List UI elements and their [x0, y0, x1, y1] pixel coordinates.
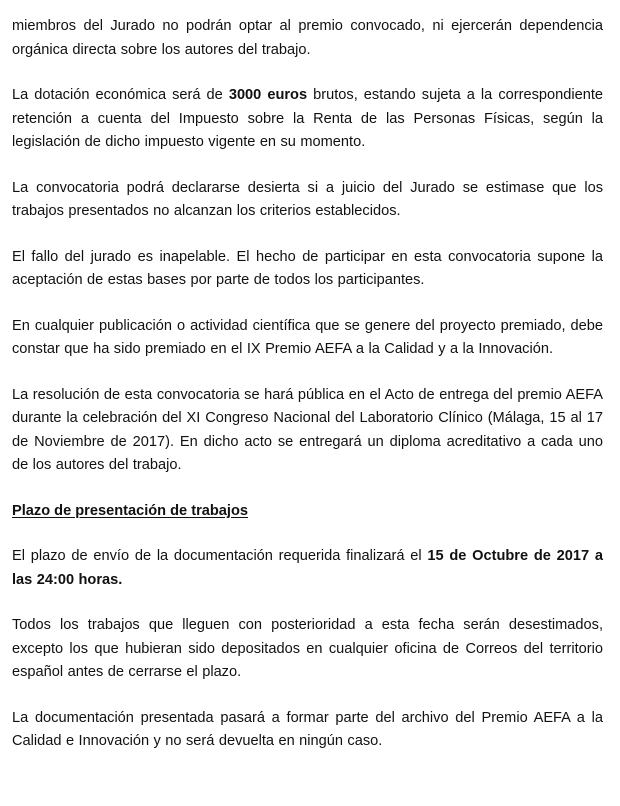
paragraph-deserted-call: La convocatoria podrá declararse desierta si a juicio del Jurado se estimase que los trabajos presentados no alcanzan los criterios establecidos. [12, 179, 603, 219]
prize-amount-text-after: brutos, estando sujeta a la correspondiente retención a cuenta del Impuesto sobre la Renta de las Personas Físicas, según la legislación de dicho impuesto vigente en su momento. [12, 87, 603, 150]
paragraph-late-submissions: Todos los trabajos que lleguen con posterioridad a esta fecha serán desestimados, excepto los que hubieran sido depositados en cualquier oficina de Correos del territorio español antes de cerrarse el plazo. [12, 617, 603, 680]
paragraph-prize-amount [12, 84, 603, 155]
prize-amount-value: 3000 euros [228, 87, 308, 103]
document-page [12, 15, 603, 776]
section-heading-submission-deadline: Plazo de presentación de trabajos [12, 502, 249, 519]
deadline-date: 15 de Octubre de 2017 a las 24:00 horas. [12, 548, 603, 588]
deadline-text-before: El plazo de envío de la documentación requerida finalizará el [12, 548, 428, 564]
paragraph-deadline [12, 545, 603, 592]
paragraph-jury-restriction: miembros del Jurado no podrán optar al premio convocado, ni ejercerán dependencia orgánica directa sobre los autores del trabajo. [12, 18, 603, 58]
paragraph-publication-credit: En cualquier publicación o actividad científica que se genere del proyecto premiado, debe constar que ha sido premiado en el IX Premio AEFA a la Calidad y a la Innovación. [12, 317, 603, 357]
paragraph-jury-decision: El fallo del jurado es inapelable. El hecho de participar en esta convocatoria supone la aceptación de estas bases por parte de todos los participantes. [12, 248, 603, 288]
paragraph-resolution: La resolución de esta convocatoria se hará pública en el Acto de entrega del premio AEFA durante la celebración del XI Congreso Nacional del Laboratorio Clínico (Málaga, 15 al 17 de Noviembre de 2017). En dicho acto se entregará un diploma acreditativo a cada uno de los autores del trabajo. [12, 386, 603, 473]
paragraph-archive: La documentación presentada pasará a formar parte del archivo del Premio AEFA a la Calidad e Innovación y no será devuelta en ningún caso. [12, 709, 603, 749]
prize-amount-text-before: La dotación económica será de [12, 87, 229, 103]
